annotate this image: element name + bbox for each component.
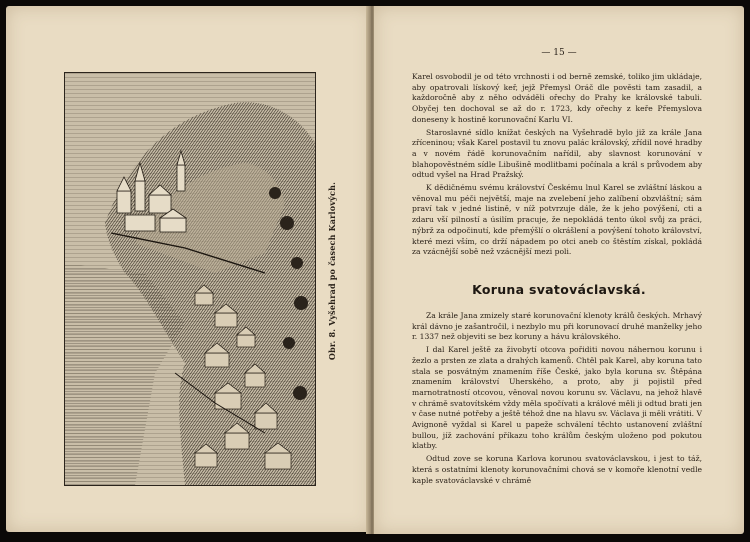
- left-page: [6, 6, 372, 532]
- figure-caption-text: Obr. 8. Vyšehrad po časech Karlových.: [327, 181, 338, 361]
- paragraph: K dědičnému svému království Českému lnul Karel se zvláštní láskou a věnoval mu péči největší, maje na zvelebení jeho zalíbení obzvláštní; sám praví tak v jedné listině, v níž potvrzuje dále, že k jeho povýšení, cti a zdaru vší pilností a úsilím pracuje, že nepokládá tento úkol svůj za práci, nýbrž za odpočinutí, kde přemýšlí o okrášlení a povýšení tohoto království, které mezi vším, co drží nápadem po otci aneb co štěstím získal, pokládá za vzácnější sobě než vzácnější mezi poli.: [412, 183, 702, 257]
- paragraph: Odtud zove se koruna Karlova korunou svatováclavskou, i jest to táž, která s ostatními klenoty korunovačními chová se v komoře klenotní vedle kaple svatováclavské v chrámě: [412, 454, 702, 485]
- text-block-top: [412, 72, 702, 260]
- right-page: [374, 6, 744, 534]
- paragraph: Staroslavné sídlo knížat českých na Vyšehradě bylo již za krále Jana zříceninou; však Karel postavil tu znovu palác královský, zřídil nové hradby a v novém řádě korunovačním nařídil, aby slavnost korunování v blahopověstném sídle Libušině modlitbami počínala a král s průvodem aby odtud vyšel na Hrad Pražský.: [412, 127, 702, 180]
- figure-caption: [322, 156, 342, 386]
- page-number: — 15 —: [541, 48, 577, 58]
- paragraph: Karel osvobodil je od této vrchnosti i od berně zemské, toliko jim ukládaje, aby opatrovali lískový keř, jejž Přemysl Oráč dle pověsti tam zasadil, a každoročně aby z něho odváděli ořechy do Prahy ke královské tabuli. Obyčej ten dochoval se až do r. 1723, kdy ořechy z keře Přemyslova doneseny k hostině korunovační Karlu VI.: [412, 72, 702, 124]
- engraving-vysehrad: [64, 72, 316, 486]
- section-heading: Koruna svatováclavská.: [472, 282, 646, 297]
- paragraph: I dal Karel ještě za živobytí otcova pořiditi novou náhernou korunu i žezlo a prsten ze zlata a drahých kamenů. Chtěl pak Karel, aby koruna tato stala se posvátným znamením říše České, jako byla koruna sv. Štěpána znamením království Uherského, a proto, aby ji pojistil před marnotratností otcovou, věnoval novou korunu sv. Václavu, na jehož hlavě v chrámě svatovítském vždy měla spočívati a králové měli ji odtud brati jen v čase nutné potřeby a ještě téhož dne na hlavu sv. Václava ji měli vrátiti. V Avignoně vyždal si Karel u papeže schválení těchto ustanovení zvláštní bullou, jíž zachování příkazu toho králům českým uloženo pod pokutou klatby.: [412, 345, 702, 451]
- paragraph: Za krále Jana zmizely staré korunovační klenoty králů českých. Mrhavý král dávno je zašantročil, i nezbylo mu při korunovací druhé manželky jeho r. 1337 než objeviti se bez koruny a hávu královského.: [412, 311, 702, 342]
- engraving-illustration: [65, 73, 315, 485]
- text-block-bottom: [412, 311, 702, 488]
